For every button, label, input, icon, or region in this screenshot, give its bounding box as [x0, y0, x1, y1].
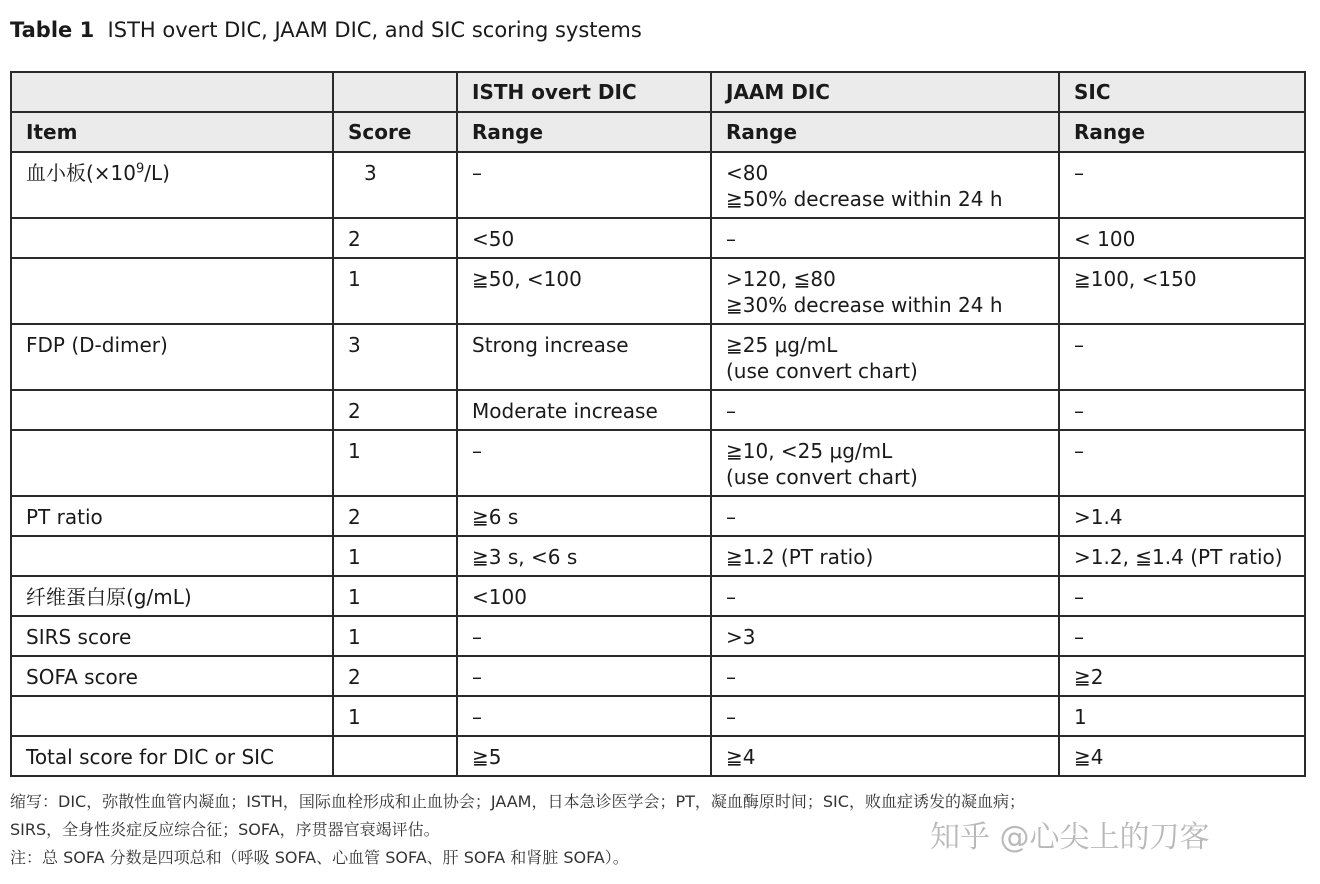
- table-row: [11, 736, 1305, 776]
- jaam-range-line: ≧50% decrease within 24 h: [726, 187, 1003, 211]
- jaam-range-line: –: [726, 227, 736, 251]
- footnote-abbreviations-cont: SIRS，全身性炎症反应综合征；SOFA，序贯器官衰竭评估。: [10, 820, 440, 839]
- sic-range-cell: –: [1059, 390, 1305, 430]
- isth-range-cell: –: [457, 696, 711, 736]
- header-cell: [333, 72, 457, 112]
- watermark: 知乎 @心尖上的刀客: [930, 820, 1210, 855]
- table-title-text: ISTH overt DIC, JAAM DIC, and SIC scoring systems: [107, 18, 642, 42]
- jaam-range-cell: [711, 616, 1059, 656]
- score-cell: 2: [333, 390, 457, 430]
- isth-range-cell: <100: [457, 576, 711, 616]
- score-cell: 1: [333, 536, 457, 576]
- jaam-range-line: <80: [726, 161, 769, 185]
- table-row: [11, 430, 1305, 496]
- item-label: FDP (D-dimer): [26, 333, 168, 357]
- score-cell: 1: [333, 696, 457, 736]
- item-label: SIRS score: [26, 625, 132, 649]
- table-row: [11, 536, 1305, 576]
- jaam-range-line: (use convert chart): [726, 465, 918, 489]
- item-cell: [11, 430, 333, 496]
- score-cell: 1: [333, 616, 457, 656]
- table-row: [11, 576, 1305, 616]
- isth-range-cell: ≧5: [457, 736, 711, 776]
- item-cell: [11, 218, 333, 258]
- item-cell: [11, 576, 333, 616]
- jaam-range-cell: [711, 496, 1059, 536]
- item-label: PT ratio: [26, 505, 103, 529]
- item-label: 纤维蛋白原(g/mL): [26, 585, 192, 609]
- header-row-columns: [11, 112, 1305, 152]
- header-range-isth: Range: [457, 112, 711, 152]
- jaam-range-line: ≧1.2 (PT ratio): [726, 545, 874, 569]
- footnote-note: 注：总 SOFA 分数是四项总和（呼吸 SOFA、心血管 SOFA、肝 SOFA 和肾脏 SOFA）。: [10, 848, 629, 867]
- item-cell: [11, 324, 333, 390]
- header-row-systems: [11, 72, 1305, 112]
- score-cell: 1: [333, 258, 457, 324]
- jaam-range-cell: [711, 218, 1059, 258]
- sic-range-cell: >1.2, ≦1.4 (PT ratio): [1059, 536, 1305, 576]
- table-label: Table 1: [10, 18, 95, 42]
- sic-range-cell: < 100: [1059, 218, 1305, 258]
- sic-range-cell: ≧2: [1059, 656, 1305, 696]
- sic-range-cell: –: [1059, 324, 1305, 390]
- jaam-range-line: >3: [726, 625, 756, 649]
- item-label: Total score for DIC or SIC: [26, 745, 275, 769]
- header-jaam: JAAM DIC: [711, 72, 1059, 112]
- jaam-range-line: ≧10, <25 μg/mL: [726, 439, 893, 463]
- isth-range-cell: –: [457, 152, 711, 218]
- table-row: [11, 152, 1305, 218]
- jaam-range-line: (use convert chart): [726, 359, 918, 383]
- header-range-sic: Range: [1059, 112, 1305, 152]
- item-cell: [11, 616, 333, 656]
- header-sic: SIC: [1059, 72, 1305, 112]
- score-cell: [333, 736, 457, 776]
- sic-range-cell: >1.4: [1059, 496, 1305, 536]
- sic-range-cell: –: [1059, 152, 1305, 218]
- item-cell: [11, 258, 333, 324]
- jaam-range-line: –: [726, 705, 736, 729]
- header-cell: [11, 72, 333, 112]
- table-row: [11, 390, 1305, 430]
- table-row: [11, 324, 1305, 390]
- item-superscript: 9: [136, 161, 145, 177]
- table-title: [10, 18, 642, 42]
- isth-range-cell: Strong increase: [457, 324, 711, 390]
- jaam-range-cell: [711, 576, 1059, 616]
- jaam-range-cell: [711, 324, 1059, 390]
- jaam-range-cell: [711, 696, 1059, 736]
- item-label: SOFA score: [26, 665, 138, 689]
- sic-range-cell: –: [1059, 616, 1305, 656]
- jaam-range-cell: [711, 258, 1059, 324]
- score-cell: 1: [333, 430, 457, 496]
- score-cell: 2: [333, 218, 457, 258]
- header-isth: ISTH overt DIC: [457, 72, 711, 112]
- score-cell: 2: [333, 656, 457, 696]
- header-item: Item: [11, 112, 333, 152]
- sic-range-cell: –: [1059, 576, 1305, 616]
- item-cell: [11, 152, 333, 218]
- scoring-table: [10, 71, 1306, 777]
- jaam-range-line: ≧25 μg/mL: [726, 333, 838, 357]
- item-label: 血小板(×10: [26, 161, 137, 185]
- score-cell: 3: [333, 152, 457, 218]
- jaam-range-line: –: [726, 505, 736, 529]
- header-score: Score: [333, 112, 457, 152]
- table-row: [11, 496, 1305, 536]
- jaam-range-cell: [711, 656, 1059, 696]
- isth-range-cell: Moderate increase: [457, 390, 711, 430]
- item-cell: [11, 696, 333, 736]
- jaam-range-line: ≧30% decrease within 24 h: [726, 293, 1003, 317]
- isth-range-cell: –: [457, 616, 711, 656]
- item-cell: [11, 496, 333, 536]
- item-cell: [11, 536, 333, 576]
- isth-range-cell: <50: [457, 218, 711, 258]
- jaam-range-line: –: [726, 585, 736, 609]
- table-row: [11, 696, 1305, 736]
- isth-range-cell: –: [457, 430, 711, 496]
- jaam-range-line: –: [726, 399, 736, 423]
- score-cell: 3: [333, 324, 457, 390]
- jaam-range-line: ≧4: [726, 745, 756, 769]
- table-row: [11, 258, 1305, 324]
- table-row: [11, 218, 1305, 258]
- jaam-range-cell: [711, 430, 1059, 496]
- jaam-range-cell: [711, 152, 1059, 218]
- item-cell: [11, 736, 333, 776]
- item-suffix: /L): [144, 161, 170, 185]
- score-cell: 2: [333, 496, 457, 536]
- jaam-range-cell: [711, 536, 1059, 576]
- footnote-abbreviations: 缩写：DIC，弥散性血管内凝血；ISTH，国际血栓形成和止血协会；JAAM，日本急诊医学会；PT，凝血酶原时间；SIC，败血症诱发的凝血病；: [10, 792, 1025, 811]
- jaam-range-line: >120, ≦80: [726, 267, 836, 291]
- jaam-range-cell: [711, 736, 1059, 776]
- sic-range-cell: ≧4: [1059, 736, 1305, 776]
- item-cell: [11, 656, 333, 696]
- sic-range-cell: –: [1059, 430, 1305, 496]
- sic-range-cell: 1: [1059, 696, 1305, 736]
- jaam-range-cell: [711, 390, 1059, 430]
- jaam-range-line: –: [726, 665, 736, 689]
- isth-range-cell: –: [457, 656, 711, 696]
- sic-range-cell: ≧100, <150: [1059, 258, 1305, 324]
- table-row: [11, 616, 1305, 656]
- score-cell: 1: [333, 576, 457, 616]
- isth-range-cell: ≧6 s: [457, 496, 711, 536]
- table-row: [11, 656, 1305, 696]
- header-range-jaam: Range: [711, 112, 1059, 152]
- item-cell: [11, 390, 333, 430]
- isth-range-cell: ≧3 s, <6 s: [457, 536, 711, 576]
- isth-range-cell: ≧50, <100: [457, 258, 711, 324]
